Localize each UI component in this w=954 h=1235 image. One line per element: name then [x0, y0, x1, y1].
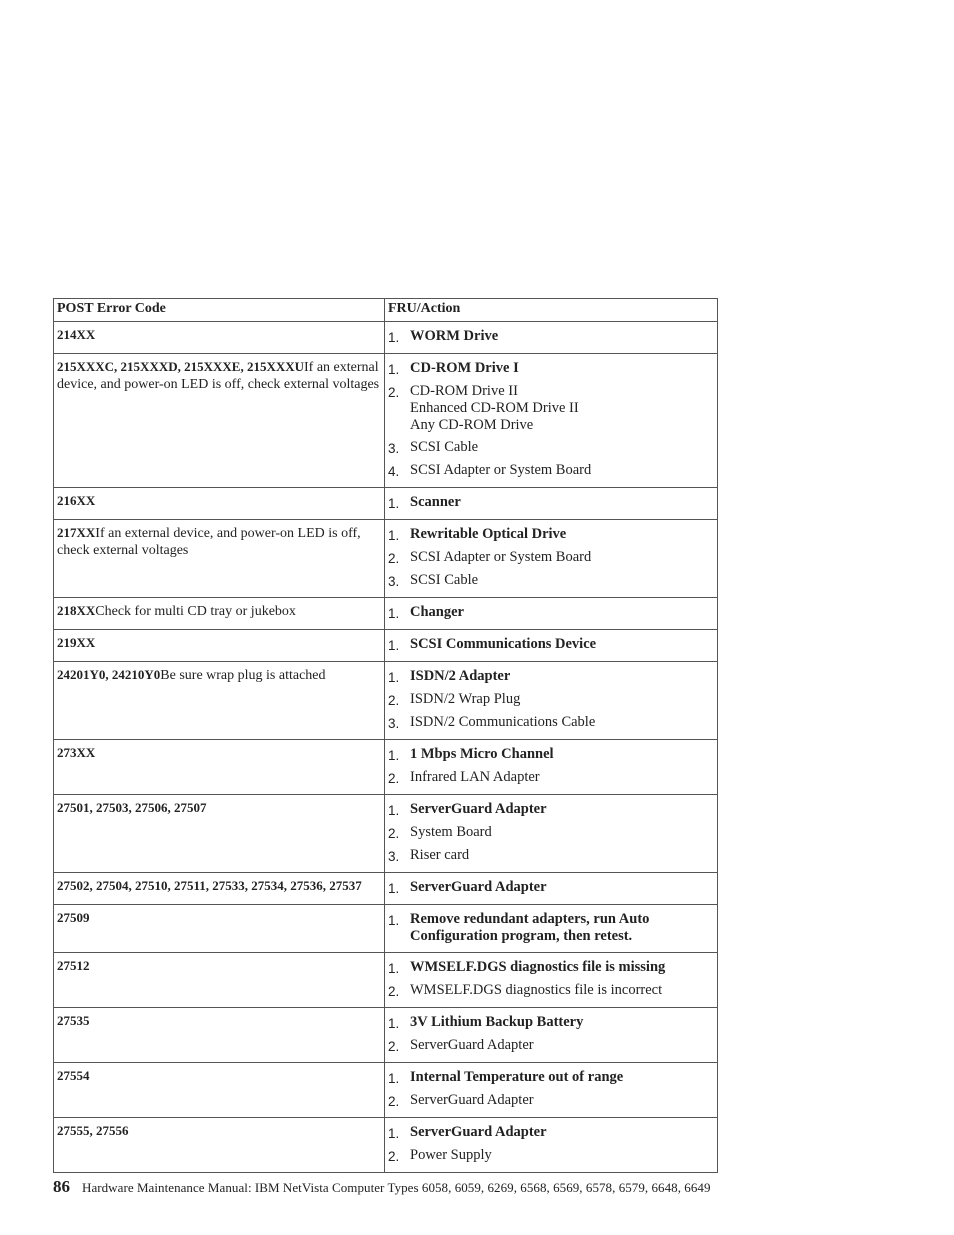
- fru-action-text: [410, 714, 713, 732]
- fru-action-cell: [385, 795, 718, 873]
- fru-action-item: [388, 959, 713, 977]
- list-number: 1.: [388, 528, 400, 543]
- fru-action-label: SCSI Communications Device: [410, 636, 597, 652]
- fru-action-item: [388, 383, 713, 434]
- table-row: [54, 488, 718, 520]
- error-code: 216XX: [57, 493, 96, 508]
- fru-action-cell: [385, 354, 718, 488]
- fru-action-label: Infrared LAN Adapter: [410, 769, 540, 785]
- error-code-note: Check for multi CD tray or jukebox: [95, 604, 296, 619]
- table-row: [54, 873, 718, 905]
- fru-action-item: [388, 1037, 713, 1055]
- fru-action-text: [410, 691, 713, 709]
- fru-action-item: [388, 911, 713, 945]
- list-number: 1.: [388, 748, 400, 763]
- fru-action-item: [388, 439, 713, 457]
- post-error-code-cell: [54, 354, 385, 488]
- fru-action-item: [388, 769, 713, 787]
- fru-action-label: ISDN/2 Wrap Plug: [410, 691, 521, 707]
- fru-action-text: [410, 769, 713, 787]
- fru-action-label: CD-ROM Drive II: [410, 383, 518, 399]
- fru-action-item: [388, 526, 713, 544]
- fru-action-label: SCSI Cable: [410, 439, 479, 455]
- fru-action-label: SCSI Cable: [410, 572, 479, 588]
- fru-action-text: [410, 360, 713, 378]
- fru-action-label: WMSELF.DGS diagnostics file is incorrect: [410, 982, 663, 998]
- error-code: 215XXXC, 215XXXD, 215XXXE, 215XXXU: [57, 359, 304, 374]
- list-number: 1.: [388, 1071, 400, 1086]
- table-row: [54, 354, 718, 488]
- fru-action-text: [410, 636, 713, 654]
- fru-action-label: ServerGuard Adapter: [410, 1037, 534, 1053]
- fru-action-item: [388, 801, 713, 819]
- post-error-code-cell: [54, 1008, 385, 1063]
- fru-action-text: [410, 879, 713, 897]
- fru-action-cell: [385, 953, 718, 1008]
- column-header-post-error-code: POST Error Code: [54, 299, 385, 322]
- fru-action-cell: [385, 520, 718, 598]
- table-row: [54, 598, 718, 630]
- fru-action-text: [410, 1147, 713, 1165]
- page-number: 86: [53, 1177, 70, 1196]
- post-error-code-cell: [54, 1118, 385, 1173]
- list-number: 2.: [388, 385, 400, 400]
- fru-action-text: [410, 1092, 713, 1110]
- fru-action-item: [388, 982, 713, 1000]
- list-number: 1.: [388, 362, 400, 377]
- table-row: [54, 520, 718, 598]
- table-row: [54, 1118, 718, 1173]
- fru-action-cell: [385, 873, 718, 905]
- table-row: [54, 795, 718, 873]
- post-error-code-cell: [54, 1063, 385, 1118]
- fru-action-text: [410, 572, 713, 590]
- manual-title: Hardware Maintenance Manual: IBM NetVista Computer Types 6058, 6059, 6269, 6568, 6569, 6578, 6579, 6648, 6649: [82, 1180, 711, 1195]
- list-number: 3.: [388, 574, 400, 589]
- list-number: 2.: [388, 1149, 400, 1164]
- list-number: 1.: [388, 606, 400, 621]
- fru-action-text: [410, 801, 713, 819]
- post-error-code-cell: [54, 322, 385, 354]
- error-code: 27509: [57, 910, 90, 925]
- post-error-code-cell: [54, 795, 385, 873]
- fru-action-label: SCSI Adapter or System Board: [410, 549, 592, 565]
- fru-action-item: [388, 746, 713, 764]
- table-row: [54, 905, 718, 953]
- list-number: 2.: [388, 1094, 400, 1109]
- fru-action-label: 1 Mbps Micro Channel: [410, 746, 554, 762]
- fru-action-item: [388, 1147, 713, 1165]
- fru-action-sub-item: Any CD-ROM Drive: [410, 417, 534, 433]
- error-code-note: If an external device, and power-on LED is off, check external voltages: [57, 360, 380, 392]
- fru-action-label: Remove redundant adapters, run Auto Configuration program, then retest.: [410, 911, 650, 944]
- fru-action-text: [410, 746, 713, 764]
- list-number: 1.: [388, 881, 400, 896]
- fru-action-item: [388, 462, 713, 480]
- fru-action-cell: [385, 1008, 718, 1063]
- fru-action-label: Power Supply: [410, 1147, 492, 1163]
- fru-action-label: Scanner: [410, 494, 461, 510]
- fru-action-item: [388, 1092, 713, 1110]
- fru-action-cell: [385, 322, 718, 354]
- list-number: 1.: [388, 1126, 400, 1141]
- fru-action-cell: [385, 905, 718, 953]
- list-number: 2.: [388, 551, 400, 566]
- table-row: [54, 1063, 718, 1118]
- fru-action-cell: [385, 740, 718, 795]
- fru-action-text: [410, 383, 713, 434]
- fru-action-text: [410, 911, 713, 945]
- fru-action-item: [388, 1124, 713, 1142]
- error-code: 24201Y0, 24210Y0: [57, 667, 161, 682]
- post-error-code-cell: [54, 630, 385, 662]
- fru-action-text: [410, 604, 713, 622]
- post-error-code-cell: [54, 662, 385, 740]
- list-number: 2.: [388, 693, 400, 708]
- fru-action-item: [388, 847, 713, 865]
- list-number: 1.: [388, 496, 400, 511]
- table-row: [54, 1008, 718, 1063]
- fru-action-label: ServerGuard Adapter: [410, 801, 547, 817]
- fru-action-item: [388, 824, 713, 842]
- page-footer: [53, 1176, 723, 1199]
- fru-action-text: [410, 439, 713, 457]
- fru-action-text: [410, 462, 713, 480]
- list-number: 2.: [388, 771, 400, 786]
- fru-action-item: [388, 1014, 713, 1032]
- fru-action-label: System Board: [410, 824, 492, 840]
- error-code: 27554: [57, 1068, 90, 1083]
- error-code-note: If an external device, and power-on LED is off, check external voltages: [57, 526, 361, 558]
- fru-action-item: [388, 549, 713, 567]
- table-row: [54, 322, 718, 354]
- error-code: 217XX: [57, 525, 96, 540]
- fru-action-item: [388, 360, 713, 378]
- fru-action-text: [410, 668, 713, 686]
- fru-action-cell: [385, 1063, 718, 1118]
- fru-action-text: [410, 824, 713, 842]
- table-row: [54, 740, 718, 795]
- fru-action-cell: [385, 598, 718, 630]
- fru-action-text: [410, 1014, 713, 1032]
- error-code: 218XX: [57, 603, 96, 618]
- error-code: 27512: [57, 958, 90, 973]
- error-code: 27501, 27503, 27506, 27507: [57, 800, 207, 815]
- fru-action-label: 3V Lithium Backup Battery: [410, 1014, 584, 1030]
- table-header-row: [54, 299, 718, 322]
- fru-action-cell: [385, 488, 718, 520]
- post-error-table: [53, 298, 718, 1173]
- fru-action-label: ServerGuard Adapter: [410, 1092, 534, 1108]
- fru-action-text: [410, 1069, 713, 1087]
- post-error-code-cell: [54, 520, 385, 598]
- fru-action-cell: [385, 630, 718, 662]
- fru-action-label: ISDN/2 Adapter: [410, 668, 511, 684]
- list-number: 1.: [388, 638, 400, 653]
- list-number: 1.: [388, 961, 400, 976]
- column-header-fru-action: FRU/Action: [385, 299, 718, 322]
- error-code: 214XX: [57, 327, 96, 342]
- error-code: 27555, 27556: [57, 1123, 129, 1138]
- list-number: 2.: [388, 826, 400, 841]
- fru-action-label: ISDN/2 Communications Cable: [410, 714, 596, 730]
- list-number: 1.: [388, 1016, 400, 1031]
- fru-action-text: [410, 328, 713, 346]
- post-error-code-cell: [54, 953, 385, 1008]
- error-code: 27502, 27504, 27510, 27511, 27533, 27534, 27536, 27537: [57, 878, 362, 893]
- fru-action-label: CD-ROM Drive I: [410, 360, 519, 376]
- error-code: 219XX: [57, 635, 96, 650]
- list-number: 2.: [388, 1039, 400, 1054]
- fru-action-text: [410, 1037, 713, 1055]
- fru-action-label: Internal Temperature out of range: [410, 1069, 624, 1085]
- post-error-code-cell: [54, 740, 385, 795]
- fru-action-item: [388, 668, 713, 686]
- error-code: 273XX: [57, 745, 96, 760]
- error-code-note: Be sure wrap plug is attached: [160, 668, 326, 683]
- fru-action-item: [388, 714, 713, 732]
- list-number: 1.: [388, 913, 400, 928]
- fru-action-label: ServerGuard Adapter: [410, 1124, 547, 1140]
- fru-action-item: [388, 604, 713, 622]
- fru-action-label: WORM Drive: [410, 328, 499, 344]
- fru-action-item: [388, 1069, 713, 1087]
- fru-action-text: [410, 959, 713, 977]
- table-row: [54, 953, 718, 1008]
- fru-action-text: [410, 847, 713, 865]
- fru-action-text: [410, 1124, 713, 1142]
- fru-action-label: Riser card: [410, 847, 470, 863]
- table-row: [54, 630, 718, 662]
- list-number: 3.: [388, 716, 400, 731]
- fru-action-label: WMSELF.DGS diagnostics file is missing: [410, 959, 666, 975]
- fru-action-item: [388, 879, 713, 897]
- error-code: 27535: [57, 1013, 90, 1028]
- list-number: 1.: [388, 330, 400, 345]
- list-number: 3.: [388, 441, 400, 456]
- list-number: 3.: [388, 849, 400, 864]
- fru-action-cell: [385, 1118, 718, 1173]
- list-number: 1.: [388, 803, 400, 818]
- fru-action-cell: [385, 662, 718, 740]
- post-error-code-cell: [54, 873, 385, 905]
- fru-action-text: [410, 526, 713, 544]
- fru-action-label: ServerGuard Adapter: [410, 879, 547, 895]
- fru-action-label: Changer: [410, 604, 464, 620]
- fru-action-text: [410, 494, 713, 512]
- post-error-code-cell: [54, 488, 385, 520]
- fru-action-item: [388, 691, 713, 709]
- fru-action-sub-item: Enhanced CD-ROM Drive II: [410, 400, 579, 416]
- fru-action-text: [410, 549, 713, 567]
- post-error-code-cell: [54, 905, 385, 953]
- post-error-code-cell: [54, 598, 385, 630]
- list-number: 4.: [388, 464, 400, 479]
- fru-action-item: [388, 572, 713, 590]
- fru-action-item: [388, 494, 713, 512]
- table-row: [54, 662, 718, 740]
- fru-action-label: Rewritable Optical Drive: [410, 526, 567, 542]
- fru-action-item: [388, 636, 713, 654]
- list-number: 1.: [388, 670, 400, 685]
- fru-action-item: [388, 328, 713, 346]
- table-body: [54, 322, 718, 1173]
- fru-action-text: [410, 982, 713, 1000]
- fru-action-label: SCSI Adapter or System Board: [410, 462, 592, 478]
- list-number: 2.: [388, 984, 400, 999]
